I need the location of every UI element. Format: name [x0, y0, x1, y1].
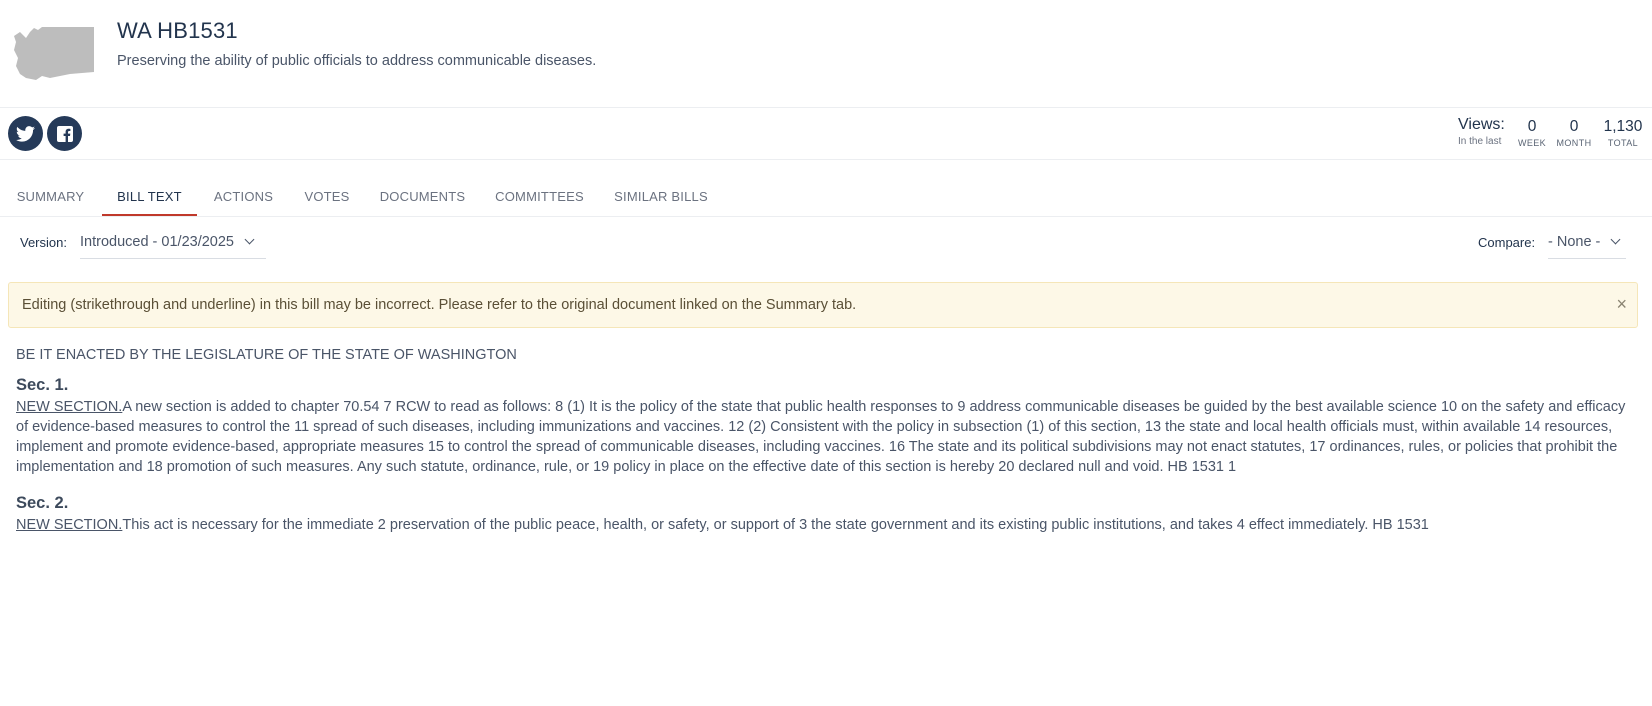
tab-documents[interactable]: DOCUMENTS	[379, 189, 466, 204]
version-label: Version:	[20, 235, 67, 250]
tab-actions[interactable]: ACTIONS	[213, 189, 274, 204]
views-week-value: 0	[1527, 118, 1537, 135]
compare-selected-value: - None -	[1548, 234, 1601, 250]
twitter-share-button[interactable]	[8, 116, 43, 151]
views-month-label: MONTH	[1556, 138, 1592, 148]
version-row	[0, 217, 1652, 270]
section-title: Sec. 1.	[16, 376, 69, 394]
tab-similar-bills[interactable]: SIMILAR BILLS	[614, 189, 708, 204]
views-month	[1546, 118, 1602, 148]
close-icon[interactable]: ×	[1616, 294, 1627, 314]
views-label: Views:	[1458, 116, 1505, 133]
facebook-icon	[57, 126, 73, 142]
compare-label: Compare:	[1478, 235, 1536, 250]
twitter-icon	[16, 126, 35, 142]
new-section-marker: NEW SECTION.	[16, 517, 123, 533]
views-total	[1595, 118, 1651, 148]
version-selected-value: Introduced - 01/23/2025	[80, 234, 234, 250]
notice-text: Editing (strikethrough and underline) in this bill may be incorrect. Please refer to the original document linked on the Summary tab.	[22, 297, 857, 313]
share-row	[0, 108, 1652, 160]
tab-summary[interactable]: SUMMARY	[16, 189, 85, 204]
chevron-down-icon	[1611, 235, 1621, 245]
views-total-label: TOTAL	[1607, 138, 1639, 148]
chevron-down-icon	[245, 235, 255, 245]
bill-title: WA HB1531	[117, 18, 238, 43]
tab-bill-text[interactable]: BILL TEXT	[102, 160, 197, 216]
tab-votes[interactable]: VOTES	[304, 189, 350, 204]
bill-text	[16, 345, 1626, 551]
section-body: This act is necessary for the immediate 2 preservation of the public peace, health, or safety, or support of 3 the state government and its existing public institutions, and takes 4 effect immediately. HB 1531	[122, 517, 1429, 533]
views-week-label: WEEK	[1517, 138, 1547, 148]
views-sublabel: In the last	[1458, 136, 1502, 147]
section-text	[16, 397, 1626, 477]
section-body: A new section is added to chapter 70.54 7 RCW to read as follows: 8 (1) It is the policy of the state that public health responses to 9 address communicable diseases be guided by the best available science 10 on the safety and efficacy of evidence-based measures to control the 11 spread of such diseases, including immunizations and vaccines. 12 (2) Consistent with the policy in subsection (1) of this section, 13 the state and local health officials must, within available 14 resources, implement and promote evidence-based, appropriate measures 15 to control the spread of communicable diseases, including vaccines. 16 The state and its political subdivisions may not enact statutes, 17 ordinances, rules, or policies that prohibit the implementation and 18 promotion of such measures. Any such statute, ordinance, rule, or 19 policy in place on the effective date of this section is hereby 20 declared null and void. HB 1531 1	[16, 399, 1626, 475]
section-title: Sec. 2.	[16, 494, 69, 512]
bill-tabs	[0, 160, 1652, 217]
tab-committees[interactable]: COMMITTEES	[495, 189, 584, 204]
version-select[interactable]	[80, 229, 266, 259]
compare-select[interactable]	[1548, 229, 1626, 259]
views-month-value: 0	[1569, 118, 1579, 135]
new-section-marker: NEW SECTION.	[16, 399, 123, 415]
facebook-share-button[interactable]	[47, 116, 82, 151]
section-text	[16, 515, 1626, 535]
views-total-value: 1,130	[1603, 118, 1643, 135]
enacting-clause: BE IT ENACTED BY THE LEGISLATURE OF THE STATE OF WASHINGTON	[16, 347, 517, 363]
bill-description: Preserving the ability of public officials to address communicable diseases.	[117, 53, 597, 69]
bill-header	[0, 0, 1652, 108]
washington-state-map-icon	[12, 26, 96, 84]
editing-notice	[8, 282, 1638, 328]
